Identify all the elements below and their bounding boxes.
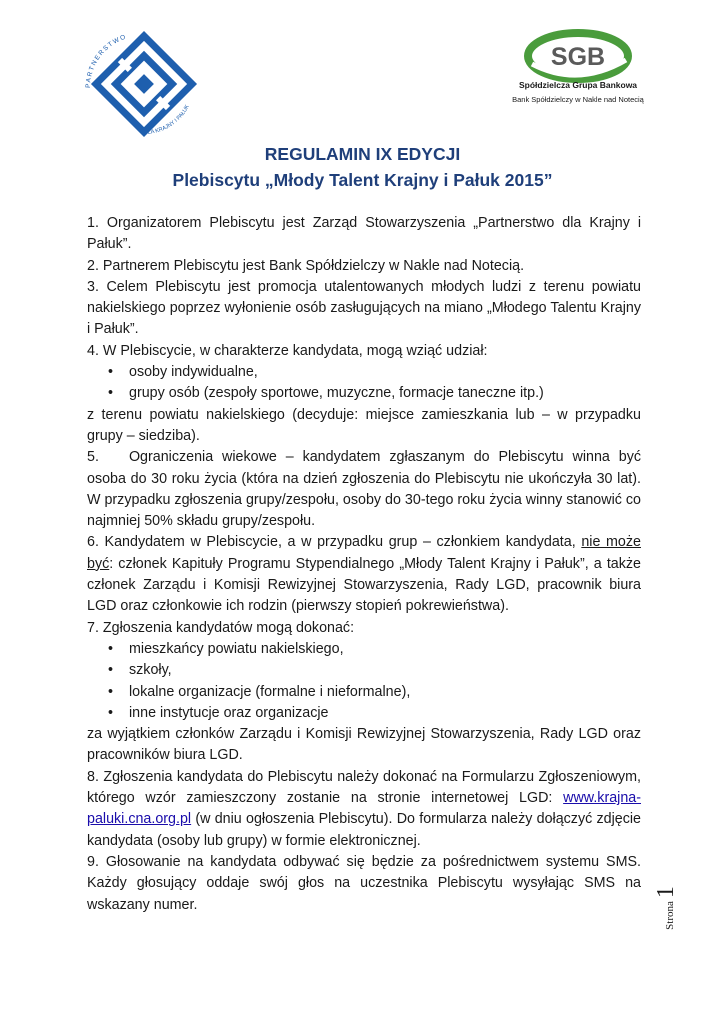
regulations-body (87, 213, 641, 916)
logo-arc-bottom-text: DLA KRAJNY I PAŁUK (143, 103, 191, 137)
point-4-intro: 4. W Plebiscycie, w charakterze kandydata, mogą wziąć udział: (87, 342, 488, 359)
point-8 (87, 767, 641, 852)
list-item: • mieszkańcy powiatu nakielskiego, (129, 639, 641, 660)
sgb-subname: Bank Spółdzielczy w Nakle nad Notecią (512, 95, 644, 104)
point-8-a: 8. Zgłoszenia kandydata do Plebiscytu należy dokonać na Formularzu Zgłoszeniowym, którego wzór zamieszczony zostanie na stronie internetowej LGD: (87, 768, 641, 807)
page-label: Strona (664, 901, 676, 930)
point-7-intro: 7. Zgłoszenia kandydatów mogą dokonać: (87, 619, 355, 636)
point-6-b: : członek Kapituły Programu Stypendialnego „Młody Talent Krajny i Pałuk”, a także członek Zarządu i Komisji Rewizyjnej Stowarzyszenia, Rady LGD, pracownik biura LGD oraz członkowie ich rodzin (pierwszy stopień pokrewieństwa). (87, 555, 641, 615)
point-3: 3. Celem Plebiscytu jest promocja utalentowanych młodych ludzi z terenu powiatu nakielskiego poprzez wyłonienie osób zasługujących na miano „Młodego Talentu Krajny i Pałuk”. (87, 278, 641, 338)
sgb-mark: SGB (550, 43, 606, 71)
point-6-underline: nie może być (87, 534, 641, 572)
list-item: • szkoły, (129, 660, 641, 681)
point-5-text: Ograniczenia wiekowe – kandydatem zgłaszanym do Plebiscytu winna być osoba do 30 roku życia (która na dzień zgłoszenia do Plebiscytu nie ukończyła 30 lat). W przypadku zgłoszenia grupy/zespołu, osoby do 30-tego roku życia winny stanowić co najmniej 50% składu grupy/zespołu. (87, 449, 641, 530)
page-number-footer (653, 886, 713, 930)
website-link[interactable]: www.krajna-paluki.cna.org.pl (87, 790, 641, 828)
point-2: 2. Partnerem Plebiscytu jest Bank Spółdzielczy w Nakle nad Notecią. (87, 257, 525, 274)
point-5-number: 5. (87, 449, 99, 466)
point-4-tail: z terenu powiatu nakielskiego (decyduje: miejsce zamieszkania lub – w przypadku grupy – siedziba). (87, 406, 641, 444)
point-4-list (87, 362, 641, 405)
list-item: • lokalne organizacje (formalne i nieformalne), (129, 682, 641, 703)
document-title: REGULAMIN IX EDYCJI (264, 144, 461, 164)
sgb-name: Spółdzielcza Grupa Bankowa (518, 80, 638, 90)
point-5 (87, 447, 641, 532)
point-1: 1. Organizatorem Plebiscytu jest Zarząd Stowarzyszenia „Partnerstwo dla Krajny i Pałuk”. (87, 215, 641, 253)
point-7-list (87, 639, 641, 724)
point-6-a: 6. Kandydatem w Plebiscycie, a w przypadku grup – członkiem kandydata, (87, 534, 576, 551)
logo-arc-top-text: PARTNERSTWO (84, 33, 128, 89)
point-9: 9. Głosowanie na kandydata odbywać się będzie za pośrednictwem systemu SMS. Każdy głosujący oddaje swój głos na uczestnika Plebiscytu wysyłając SMS na wskazany numer. (87, 853, 641, 913)
list-item: • inne instytucje oraz organizacje (129, 703, 641, 724)
list-item: • osoby indywidualne, (129, 362, 641, 383)
list-item: • grupy osób (zespoły sportowe, muzyczne, formacje taneczne itp.) (129, 383, 641, 404)
partnerstwo-logo (82, 28, 212, 138)
point-7-tail: za wyjątkiem członków Zarządu i Komisji Rewizyjnej Stowarzyszenia, Rady LGD oraz pracowników biura LGD. (87, 726, 641, 764)
document-subtitle: Plebiscytu „Młody Talent Krajny i Pałuk 2015” (172, 170, 553, 190)
point-8-b: (w dniu ogłoszenia Plebiscytu). Do formularza należy dołączyć zdjęcie kandydata (osoby lub grupy) w formie elektronicznej. (87, 811, 641, 849)
point-6 (87, 532, 641, 617)
page-number: 1 (653, 886, 679, 899)
